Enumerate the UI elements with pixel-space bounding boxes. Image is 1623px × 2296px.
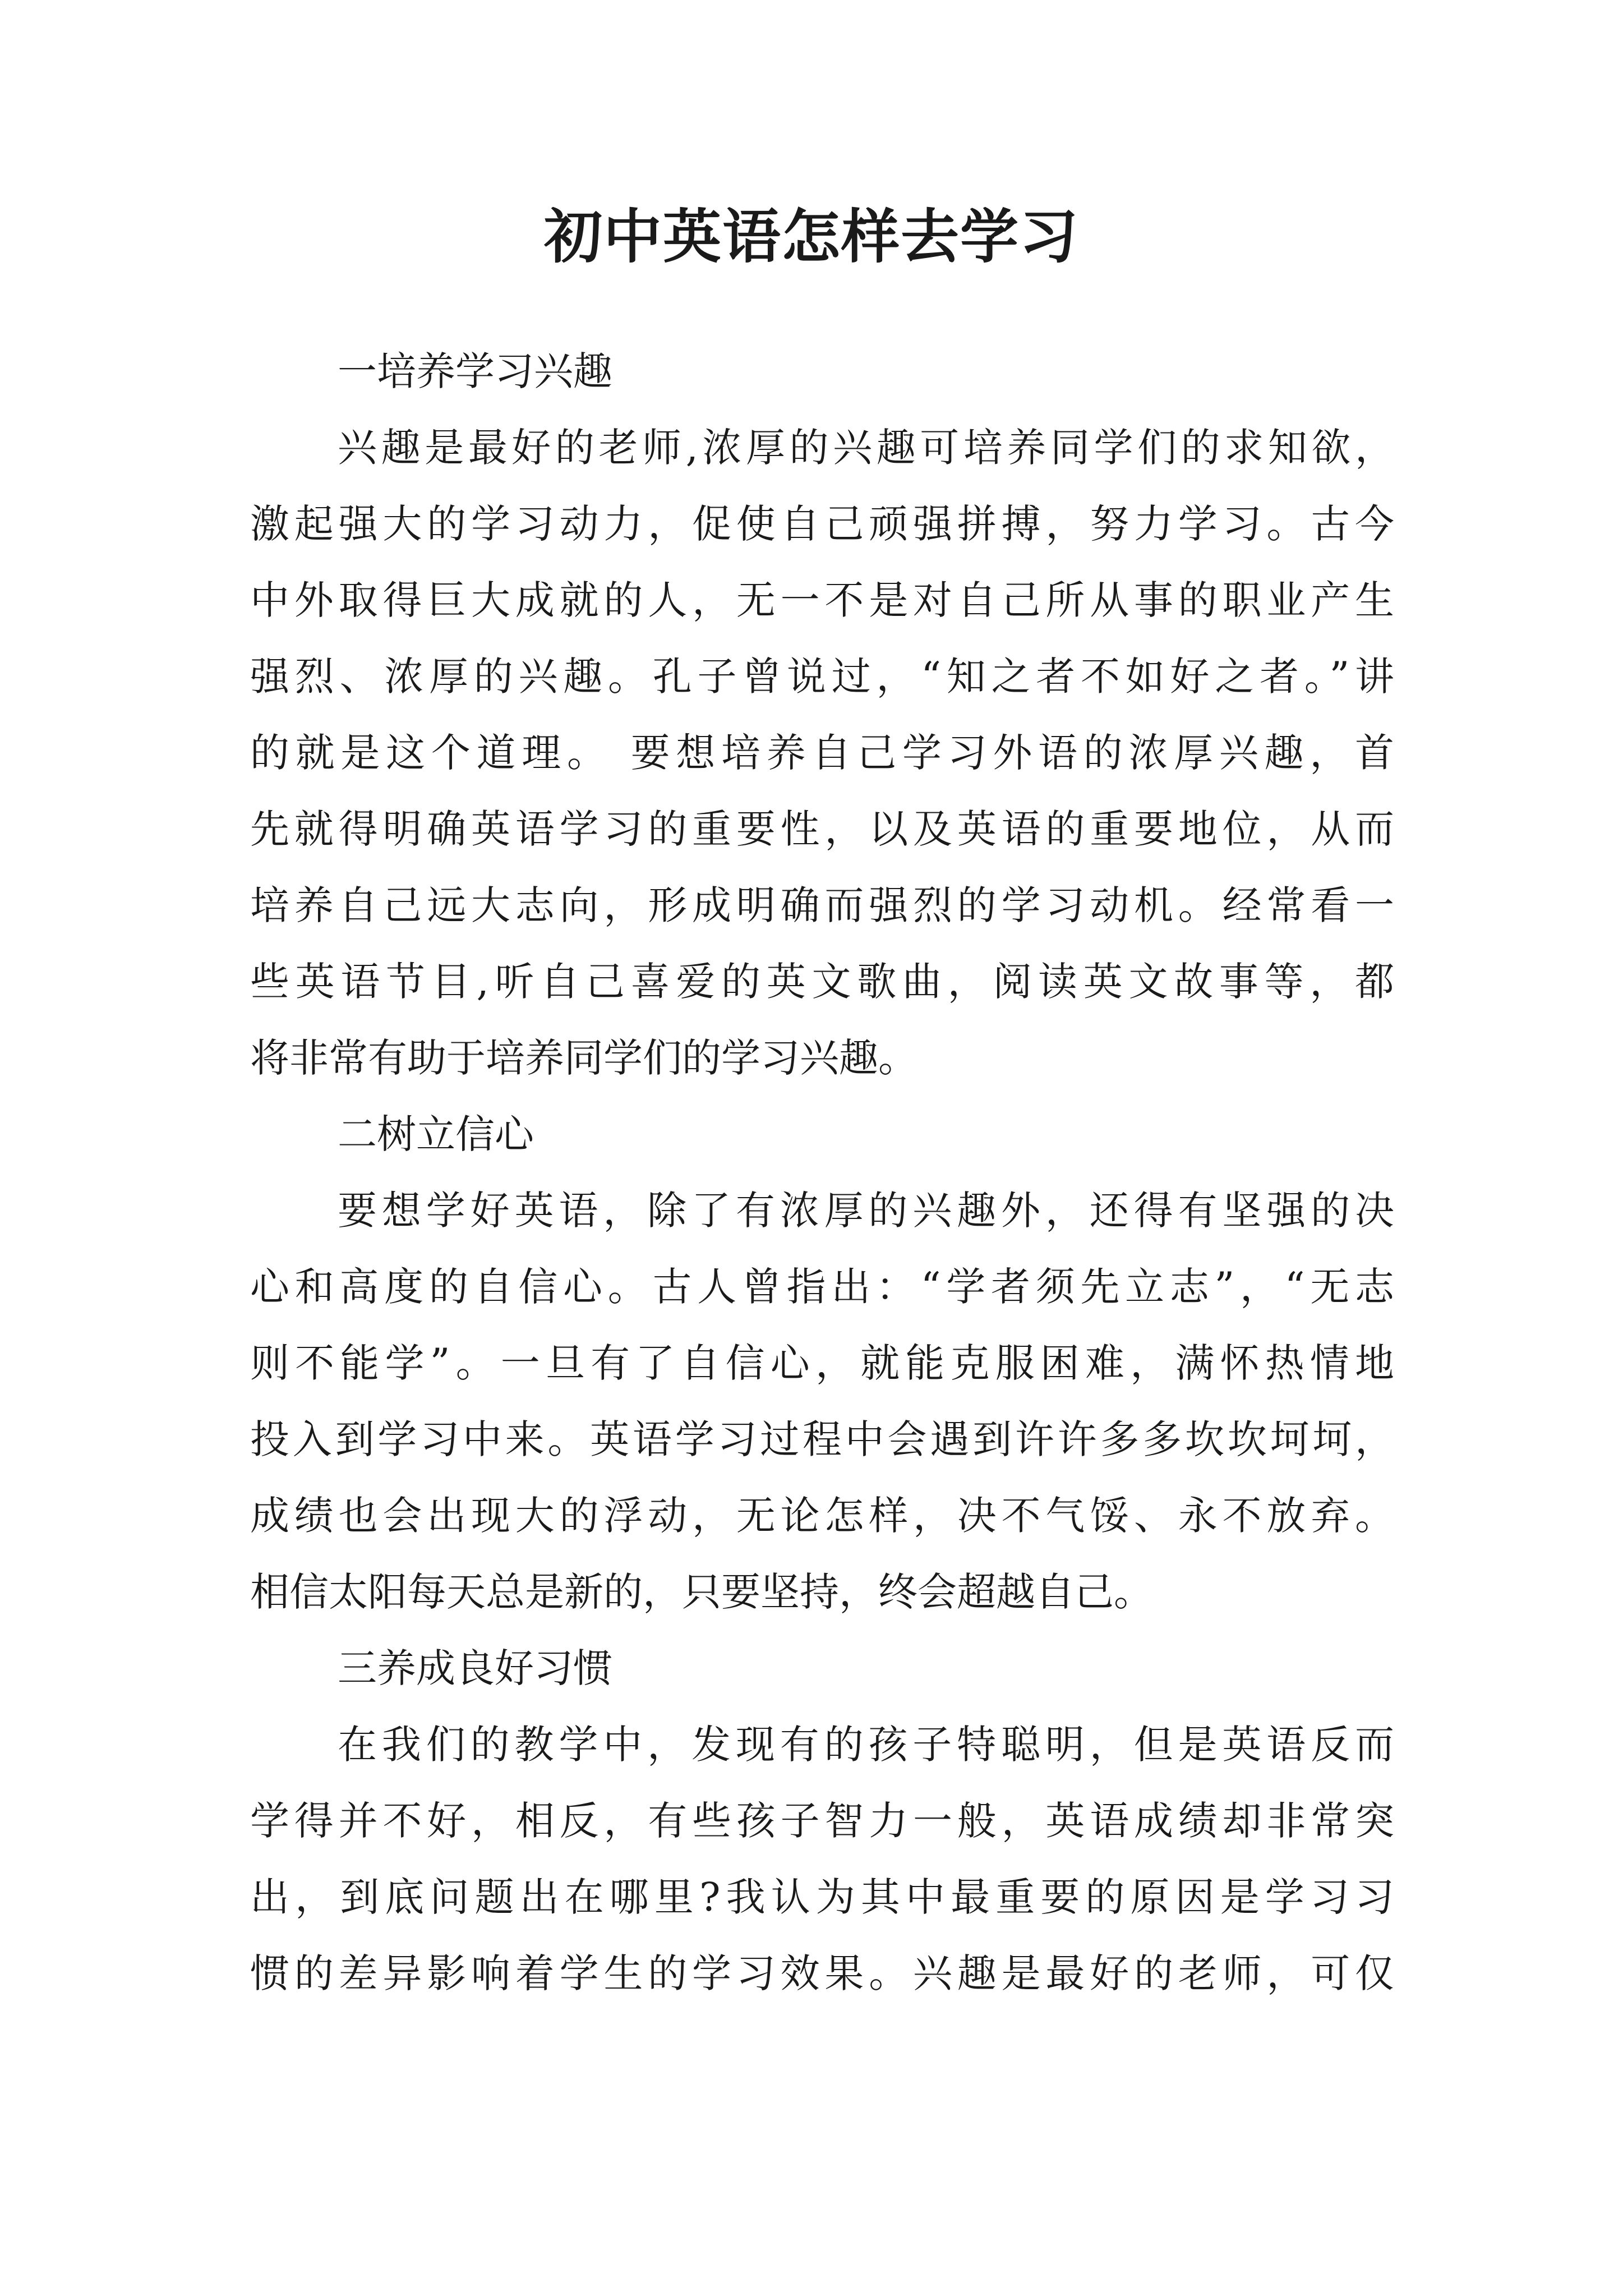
- paragraph-line: 激起强大的学习动力，促使自己顽强拼搏，努力学习。古今: [250, 501, 1394, 547]
- paragraph-line: 投入到学习中来。英语学习过程中会遇到许许多多坎坎坷坷，: [250, 1416, 1394, 1462]
- document-title: 初中英语怎样去学习: [543, 202, 1079, 271]
- section-heading-3: 三养成良好习惯: [338, 1645, 612, 1691]
- paragraph-line: 相信太阳每天总是新的，只要坚持，终会超越自己。: [250, 1569, 1153, 1615]
- paragraph-line: 将非常有助于培养同学们的学习兴趣。: [250, 1035, 917, 1081]
- paragraph-line: 培养自己远大志向，形成明确而强烈的学习动机。经常看一: [250, 882, 1394, 928]
- paragraph-line: 成绩也会出现大的浮动，无论怎样，决不气馁、永不放弃。: [250, 1493, 1394, 1539]
- paragraph-line: 出，到底问题出在哪里?我认为其中最重要的原因是学习习: [250, 1874, 1394, 1920]
- paragraph-line: 心和高度的自信心。古人曾指出：“学者须先立志”，“无志: [250, 1264, 1394, 1310]
- section-heading-2: 二树立信心: [338, 1111, 534, 1157]
- paragraph-line: 学得并不好，相反，有些孩子智力一般，英语成绩却非常突: [250, 1798, 1394, 1844]
- paragraph-line: 要想学好英语，除了有浓厚的兴趣外，还得有坚强的决: [338, 1188, 1394, 1234]
- paragraph-line: 在我们的教学中，发现有的孩子特聪明，但是英语反而: [338, 1722, 1394, 1768]
- paragraph-line: 些英语节目,听自己喜爱的英文歌曲，阅读英文故事等，都: [250, 959, 1394, 1005]
- paragraph-line: 惯的差异影响着学生的学习效果。兴趣是最好的老师，可仅: [250, 1950, 1394, 1996]
- paragraph-line: 则不能学”。一旦有了自信心，就能克服困难，满怀热情地: [250, 1340, 1394, 1386]
- paragraph-line: 强烈、浓厚的兴趣。孔子曾说过，“知之者不如好之者。”讲: [250, 654, 1394, 700]
- paragraph-line: 中外取得巨大成就的人，无一不是对自己所从事的职业产生: [250, 577, 1394, 623]
- document-body: [250, 333, 1394, 2012]
- paragraph-line: 先就得明确英语学习的重要性，以及英语的重要地位，从而: [250, 806, 1394, 852]
- paragraph-line: 兴趣是最好的老师,浓厚的兴趣可培养同学们的求知欲，: [338, 425, 1394, 471]
- section-heading-1: 一培养学习兴趣: [338, 348, 612, 394]
- paragraph-line: 的就是这个道理。 要想培养自己学习外语的浓厚兴趣，首: [250, 730, 1394, 776]
